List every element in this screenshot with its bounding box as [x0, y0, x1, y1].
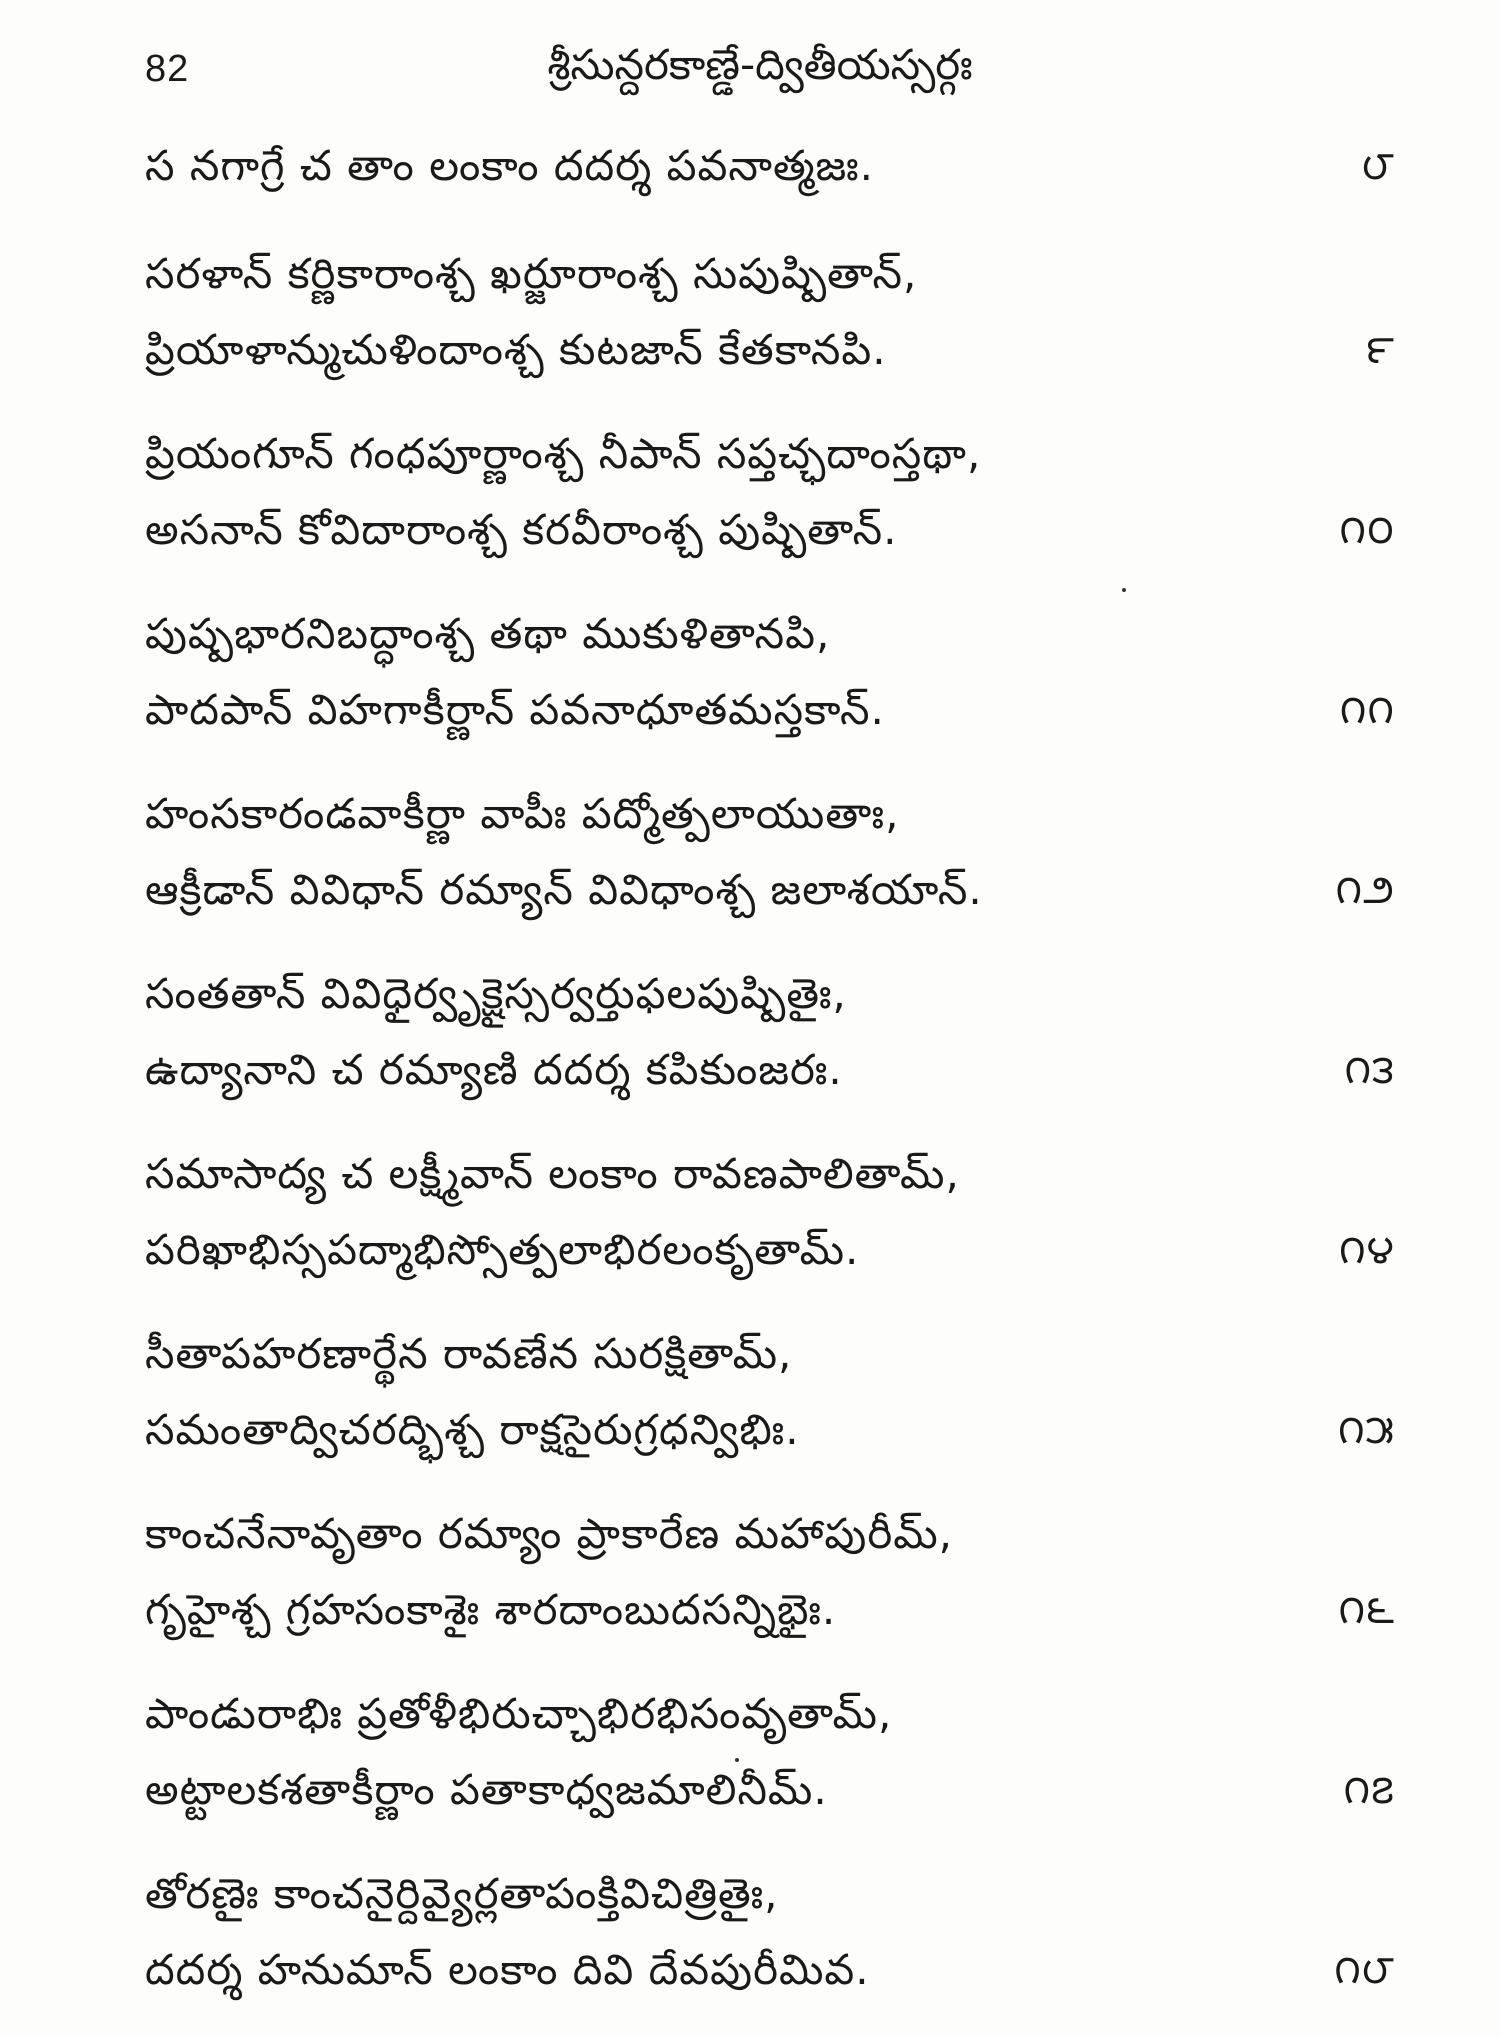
verse-line	[145, 1212, 1395, 1288]
verse-line	[145, 956, 1395, 1032]
verse	[145, 236, 1395, 388]
verse	[145, 128, 1395, 204]
verse-line-text: స నగాగ్రే చ తాం లంకాం దదర్శ పవనాత్మజః.	[145, 141, 874, 190]
verse	[145, 1496, 1395, 1648]
verse	[145, 1676, 1395, 1828]
verse-line-text: ప్రియాళాన్ముచుళిందాంశ్చ కుటజాన్ కేతకానపి.	[145, 325, 887, 374]
verse-number: ౧౬	[1338, 1587, 1395, 1633]
page-number: 82	[145, 48, 190, 90]
verse-line	[145, 672, 1395, 748]
verse	[145, 416, 1395, 568]
verse	[145, 1136, 1395, 1288]
verse-line	[145, 1032, 1395, 1108]
verse-line	[145, 1136, 1395, 1212]
verse-line-text: ప్రియంగూన్ గంధపూర్ణాంశ్చ నీపాన్ సప్తచ్ఛదాంస్తథా,	[145, 429, 982, 478]
verse-line	[145, 1676, 1395, 1752]
verse-line	[145, 1316, 1395, 1392]
verse-line	[145, 1932, 1395, 2008]
verse	[145, 1856, 1395, 2008]
verse-line-text: సంతతాన్ వివిధైర్వృక్షైస్సర్వర్తుఫలపుష్పితైః,	[145, 969, 847, 1018]
verse-number: ౧౭	[1343, 1767, 1395, 1813]
verse	[145, 776, 1395, 928]
verse-line	[145, 1392, 1395, 1468]
verse-line-text: గృహైశ్చ గ్రహసంకాశైః శారదాంబుదసన్నిభైః.	[145, 1585, 837, 1634]
verse-line-text: పాదపాన్ విహగాకీర్ణాన్ పవనాధూతమస్తకాన్.	[145, 685, 885, 734]
verse-number: ౯	[1366, 327, 1395, 373]
verse-line-text: పరిఖాభిస్సపద్మాభిస్సోత్పలాభిరలంకృతామ్.	[145, 1225, 860, 1274]
verse-line	[145, 236, 1395, 312]
verse-line	[145, 776, 1395, 852]
verse-line-text: హంసకారండవాకీర్ణా వాపీః పద్మోత్పలాయుతాః,	[145, 789, 900, 838]
verse-line-text: దదర్శ హనుమాన్ లంకాం దివి దేవపురీమివ.	[145, 1945, 870, 1994]
ink-speck	[735, 1758, 739, 1762]
verse-line	[145, 312, 1395, 388]
verse-number: ౧౨	[1335, 867, 1395, 913]
verse-line	[145, 852, 1395, 928]
verse-number: ౧౦	[1339, 507, 1395, 553]
verse-line	[145, 416, 1395, 492]
verse-number: ౧౩	[1344, 1047, 1395, 1093]
verse-line	[145, 596, 1395, 672]
verse-number: ౧౪	[1338, 1227, 1395, 1273]
verse-number: ౮	[1361, 143, 1395, 189]
verse-line	[145, 1752, 1395, 1828]
running-title: శ్రీసున్దరకాణ్డే-ద్వితీయస్సర్గః	[547, 40, 973, 89]
verse	[145, 956, 1395, 1108]
verse-line-text: కాంచనేనావృతాం రమ్యాం ప్రాకారేణ మహాపురీమ్,	[145, 1509, 954, 1558]
verse-line-text: పాండురాభిః ప్రతోళీభిరుచ్చాభిరభిసంవృతామ్,	[145, 1689, 893, 1738]
verse-line	[145, 1572, 1395, 1648]
verse-line	[145, 1856, 1395, 1932]
verse-line-text: ఆక్రీడాన్ వివిధాన్ రమ్యాన్ వివిధాంశ్చ జలాశయాన్.	[145, 865, 983, 914]
verse-list	[145, 128, 1395, 2036]
verse-line-text: ఉద్యానాని చ రమ్యాణి దదర్శ కపికుంజరః.	[145, 1045, 843, 1094]
verse-line-text: తోరణైః కాంచనైర్దివ్యైర్లతాపంక్తివిచిత్రితైః,	[145, 1869, 779, 1918]
verse-line-text: సీతాపహరణార్థేన రావణేన సురక్షితామ్,	[145, 1329, 793, 1378]
verse-line-text: సమాసాద్య చ లక్ష్మీవాన్ లంకాం రావణపాలితామ్,	[145, 1149, 960, 1198]
verse-line-text: పుష్పభారనిబద్ధాంశ్చ తథా ముకుళితానపి,	[145, 609, 831, 658]
verse-line-text: అసనాన్ కోవిదారాంశ్చ కరవీరాంశ్చ పుష్పితాన్.	[145, 505, 898, 554]
verse	[145, 1316, 1395, 1468]
verse-line-text: సమంతాద్విచరద్భిశ్చ రాక్షసైరుగ్రధన్విభిః.	[145, 1405, 800, 1454]
verse	[145, 596, 1395, 748]
verse-number: ౧౮	[1334, 1947, 1395, 1993]
verse-number: ౧౫	[1337, 1407, 1395, 1453]
verse-number: ౧౧	[1339, 687, 1395, 733]
verse-line	[145, 1496, 1395, 1572]
ink-speck	[1122, 588, 1126, 592]
verse-line	[145, 128, 1395, 204]
verse-line-text: సరళాన్ కర్ణికారాంశ్చ ఖర్జూరాంశ్చ సుపుష్పితాన్,	[145, 249, 918, 298]
verse-line-text: అట్టాలకశతాకీర్ణాం పతాకాధ్వజమాలినీమ్.	[145, 1765, 828, 1814]
verse-line	[145, 492, 1395, 568]
